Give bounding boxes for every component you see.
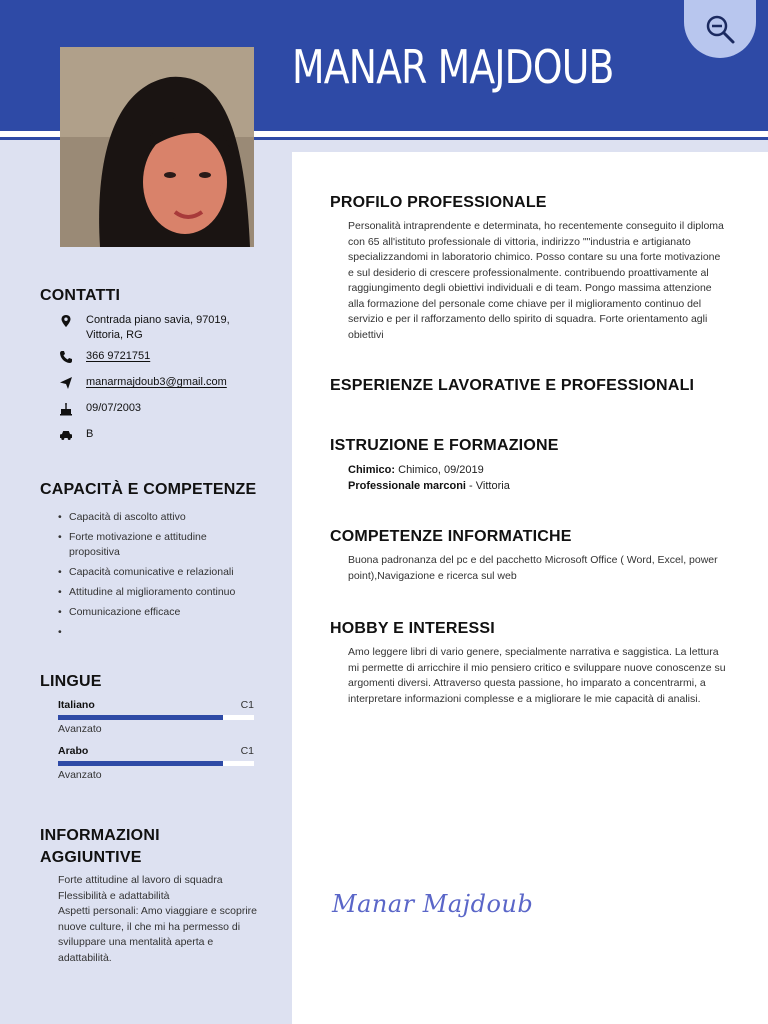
candidate-name: MANAR MAJDOUB bbox=[292, 40, 614, 94]
it-skills-text: Buona padronanza del pc e del pacchetto Microsoft Office ( Word, Excel, power point),Navigazione e ricerca sul web bbox=[348, 554, 718, 582]
email-link[interactable]: manarmajdoub3@gmail.com bbox=[86, 376, 227, 388]
experience-title: ESPERIENZE LAVORATIVE E PROFESSIONALI bbox=[330, 377, 695, 394]
education-item-label: Professionale marconi bbox=[348, 479, 466, 492]
license-value: B bbox=[86, 428, 94, 440]
it-skills-title: COMPETENZE INFORMATICHE bbox=[330, 528, 572, 545]
contact-email bbox=[58, 375, 227, 391]
language-level: C1 bbox=[240, 745, 254, 757]
skill-item: • Attitudine al miglioramento continuo bbox=[58, 585, 258, 600]
education-item bbox=[348, 463, 510, 479]
info-line: Aspetti personali: Amo viaggiare e scoprire nuove culture, il che mi ha permesso di sviluppare una mentalità aperta e adattabilità. bbox=[58, 905, 258, 964]
languages-title: LINGUE bbox=[40, 673, 102, 690]
address-line-2: Vittoria, RG bbox=[86, 329, 143, 341]
language-item bbox=[58, 699, 254, 735]
info-title bbox=[40, 825, 160, 869]
skills-list bbox=[58, 510, 258, 625]
info-title-line-2: AGGIUNTIVE bbox=[40, 849, 142, 866]
zoom-out-icon bbox=[703, 12, 737, 46]
education-item-text: Chimico, 09/2019 bbox=[395, 464, 484, 476]
skill-item: • Capacità di ascolto attivo bbox=[58, 510, 258, 525]
education-item bbox=[348, 479, 510, 495]
address-line-1: Contrada piano savia, 97019, bbox=[86, 314, 230, 326]
profile-photo bbox=[60, 47, 254, 247]
language-bar-fill bbox=[58, 715, 223, 720]
language-bar bbox=[58, 761, 254, 766]
education-title: ISTRUZIONE E FORMAZIONE bbox=[330, 437, 559, 454]
send-icon bbox=[58, 375, 74, 391]
info-text bbox=[58, 873, 258, 966]
profile-title: PROFILO PROFESSIONALE bbox=[330, 194, 547, 211]
info-line: Flessibilità e adattabilità bbox=[58, 889, 170, 902]
contacts-title: CONTATTI bbox=[40, 287, 121, 304]
skill-item: • Capacità comunicative e relazionali bbox=[58, 565, 258, 580]
education-list bbox=[348, 463, 510, 494]
cake-icon bbox=[58, 401, 74, 417]
signature: Manar Majdoub bbox=[332, 890, 534, 918]
contact-address bbox=[58, 313, 230, 343]
car-icon bbox=[58, 427, 74, 443]
hobby-text: Amo leggere libri di vario genere, specialmente narrativa e saggistica. La lettura mi permette di arricchire il mio pensiero critico e sviluppare nuove conoscenze su argomenti diversi. Attraverso questa passione, ho imparato a concentrarmi, a interpretare informazioni complesse e a migliorare le mie capacità di analisi. bbox=[348, 646, 726, 705]
hobby-title: HOBBY E INTERESSI bbox=[330, 620, 495, 637]
language-label: Avanzato bbox=[58, 723, 102, 735]
info-title-line-1: INFORMAZIONI bbox=[40, 827, 160, 844]
location-pin-icon bbox=[58, 313, 74, 329]
education-item-text: - Vittoria bbox=[466, 479, 510, 492]
skill-item: • Comunicazione efficace bbox=[58, 605, 258, 620]
birthdate-value: 09/07/2003 bbox=[86, 402, 142, 414]
phone-link[interactable]: 366 9721751 bbox=[86, 350, 151, 362]
language-label: Avanzato bbox=[58, 769, 102, 781]
profile-text: Personalità intraprendente e determinata, ho recentemente conseguito il diploma con 65 all'istituto professionale di vittoria, indirizzo ""industria e artigianato specializzandomi in laboratorio chimico. Posso contare su una forte motivazione e sul desiderio di crescere professionalmente. contribuendo proattivamente al raggiungimento degli obiettivi individuali e di team. Pongo massima attenzione alla formazione del personale come chiave per il miglioramento continuo del servizio e per il rafforzamento dello spirito di squadra. Forte orientamento agli obiettivi bbox=[348, 220, 724, 341]
phone-icon bbox=[58, 349, 74, 365]
language-name: Italiano bbox=[58, 699, 95, 711]
contact-phone bbox=[58, 349, 150, 365]
skills-title: CAPACITÀ E COMPETENZE bbox=[40, 481, 257, 498]
contact-birthdate bbox=[58, 401, 141, 417]
language-bar bbox=[58, 715, 254, 720]
info-line: Forte attitudine al lavoro di squadra bbox=[58, 874, 223, 886]
language-bar-fill bbox=[58, 761, 223, 766]
language-name: Arabo bbox=[58, 745, 89, 757]
language-item bbox=[58, 745, 254, 781]
education-item-label: Chimico: bbox=[348, 464, 396, 476]
contact-license bbox=[58, 427, 93, 443]
skill-item: • Forte motivazione e attitudine propositiva bbox=[58, 530, 258, 560]
language-level: C1 bbox=[240, 699, 254, 711]
